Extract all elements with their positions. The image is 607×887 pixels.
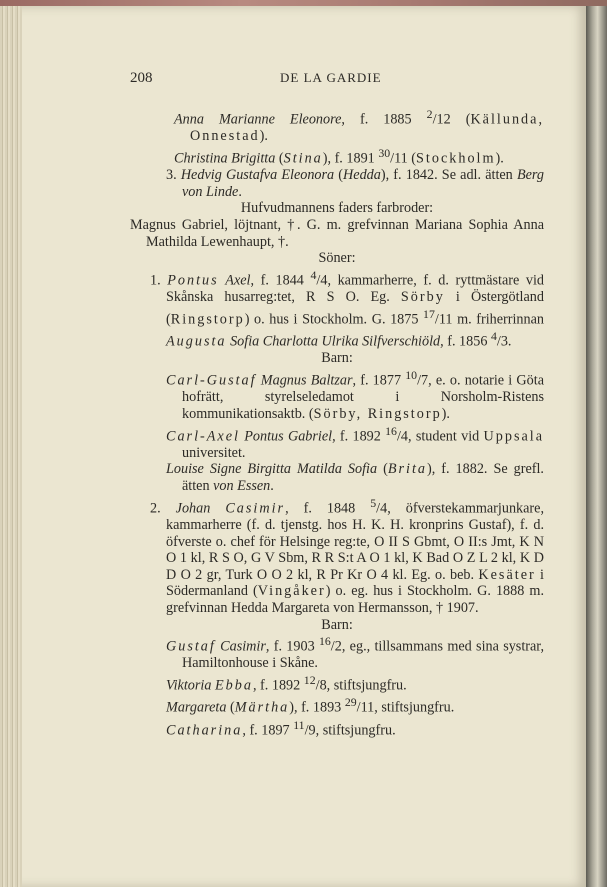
page-number: 208 [130, 70, 153, 86]
book-spine-right-edge [586, 6, 607, 887]
entry-paragraph: Magnus Gabriel, löjtnant, †. G. m. grefvinnan Mariana Sophia Anna Mathilda Lewenhaupt, †. [130, 217, 544, 250]
section-heading: Hufvudmannens faders farbroder: [240, 200, 434, 217]
entry-paragraph: Margareta (Märtha), f. 1893 $^{29}$/11, stiftsjungfru. [166, 695, 455, 717]
entry-paragraph: 2. Johan Casimir, f. 1848 $^5$/4, öfverstekammarjunkare, kammarherre (f. d. tjenstg. hos H. K. H. kronprins Gustaf), f. d. öfverste o. chef för Helsinge reg:te, O II S Gbmt, O II:s Jmt, K N O 1 kl, R S O, G V Sbm, R R S:t A O 1 kl, K Bad O Z L 2 kl, K D D O 2 gr, Turk O O 2 kl, R Pr Kr O 4 kl. Eg. o. beb. Kesäter i Södermanland (Vingåker) o. eg. hus i Stockholm. G. 1888 m. grefvinnan Hedda Margareta von Hermansson, † 1907. [150, 495, 544, 616]
page-text-block [130, 70, 544, 739]
page-stack-left-edge [0, 6, 22, 887]
section-heading: Barn: [321, 350, 353, 367]
entry-paragraph: Viktoria Ebba, f. 1892 $^{12}$/8, stiftsjungfru. [166, 673, 407, 694]
entry-paragraph: Louise Signe Birgitta Matilda Sofia (Brita), f. 1882. Se grefl. ätten von Essen. [166, 461, 544, 495]
entry-paragraph: Catharina, f. 1897 $^{11}$/9, stiftsjungfru. [166, 717, 396, 739]
entry-paragraph: 1. Pontus Axel, f. 1844 $^4$/4, kammarherre, f. d. ryttmästare vid Skånska husarreg:tet, R S O. Eg. Sörby i Östergötland (Ringstorp) o. hus i Stockholm. G. 1875 $^{17}$/11 m. friherrinnan Augusta Sofia Charlotta Ulrika Silfverschiöld, f. 1856 $^4$/3. [150, 267, 545, 350]
section-heading: Barn: [321, 616, 353, 633]
section-heading: Söner: [318, 250, 356, 267]
entry-paragraph: 3. Hedvig Gustafva Eleonora (Hedda), f. 1842. Se adl. ätten Berg von Linde. [166, 167, 544, 200]
entry-paragraph: Christina Brigitta (Stina), f. 1891 $^{30}$/11 (Stockholm). [174, 145, 504, 167]
genealogy-entries [130, 106, 544, 739]
entry-paragraph: Carl-Gustaf Magnus Baltzar, f. 1877 $^{10}$/7, e. o. notarie i Göta hofrätt, styrelseledamot i Norsholm-Ristens kommunikationsaktb. (Sörby, Ringstorp). [166, 367, 545, 422]
running-title: DE LA GARDIE [280, 70, 382, 85]
running-header [130, 70, 544, 90]
entry-paragraph: Anna Marianne Eleonore, f. 1885 $^2$/12 (Källunda, Onnestad). [174, 107, 544, 145]
entry-paragraph: Gustaf Casimir, f. 1903 $^{16}$/2, eg., tillsammans med sina systrar, Hamiltonhouse i Skåne. [166, 634, 544, 672]
entry-paragraph: Carl-Axel Pontus Gabriel, f. 1892 $^{16}$/4, student vid Uppsala universitet. [166, 423, 545, 461]
